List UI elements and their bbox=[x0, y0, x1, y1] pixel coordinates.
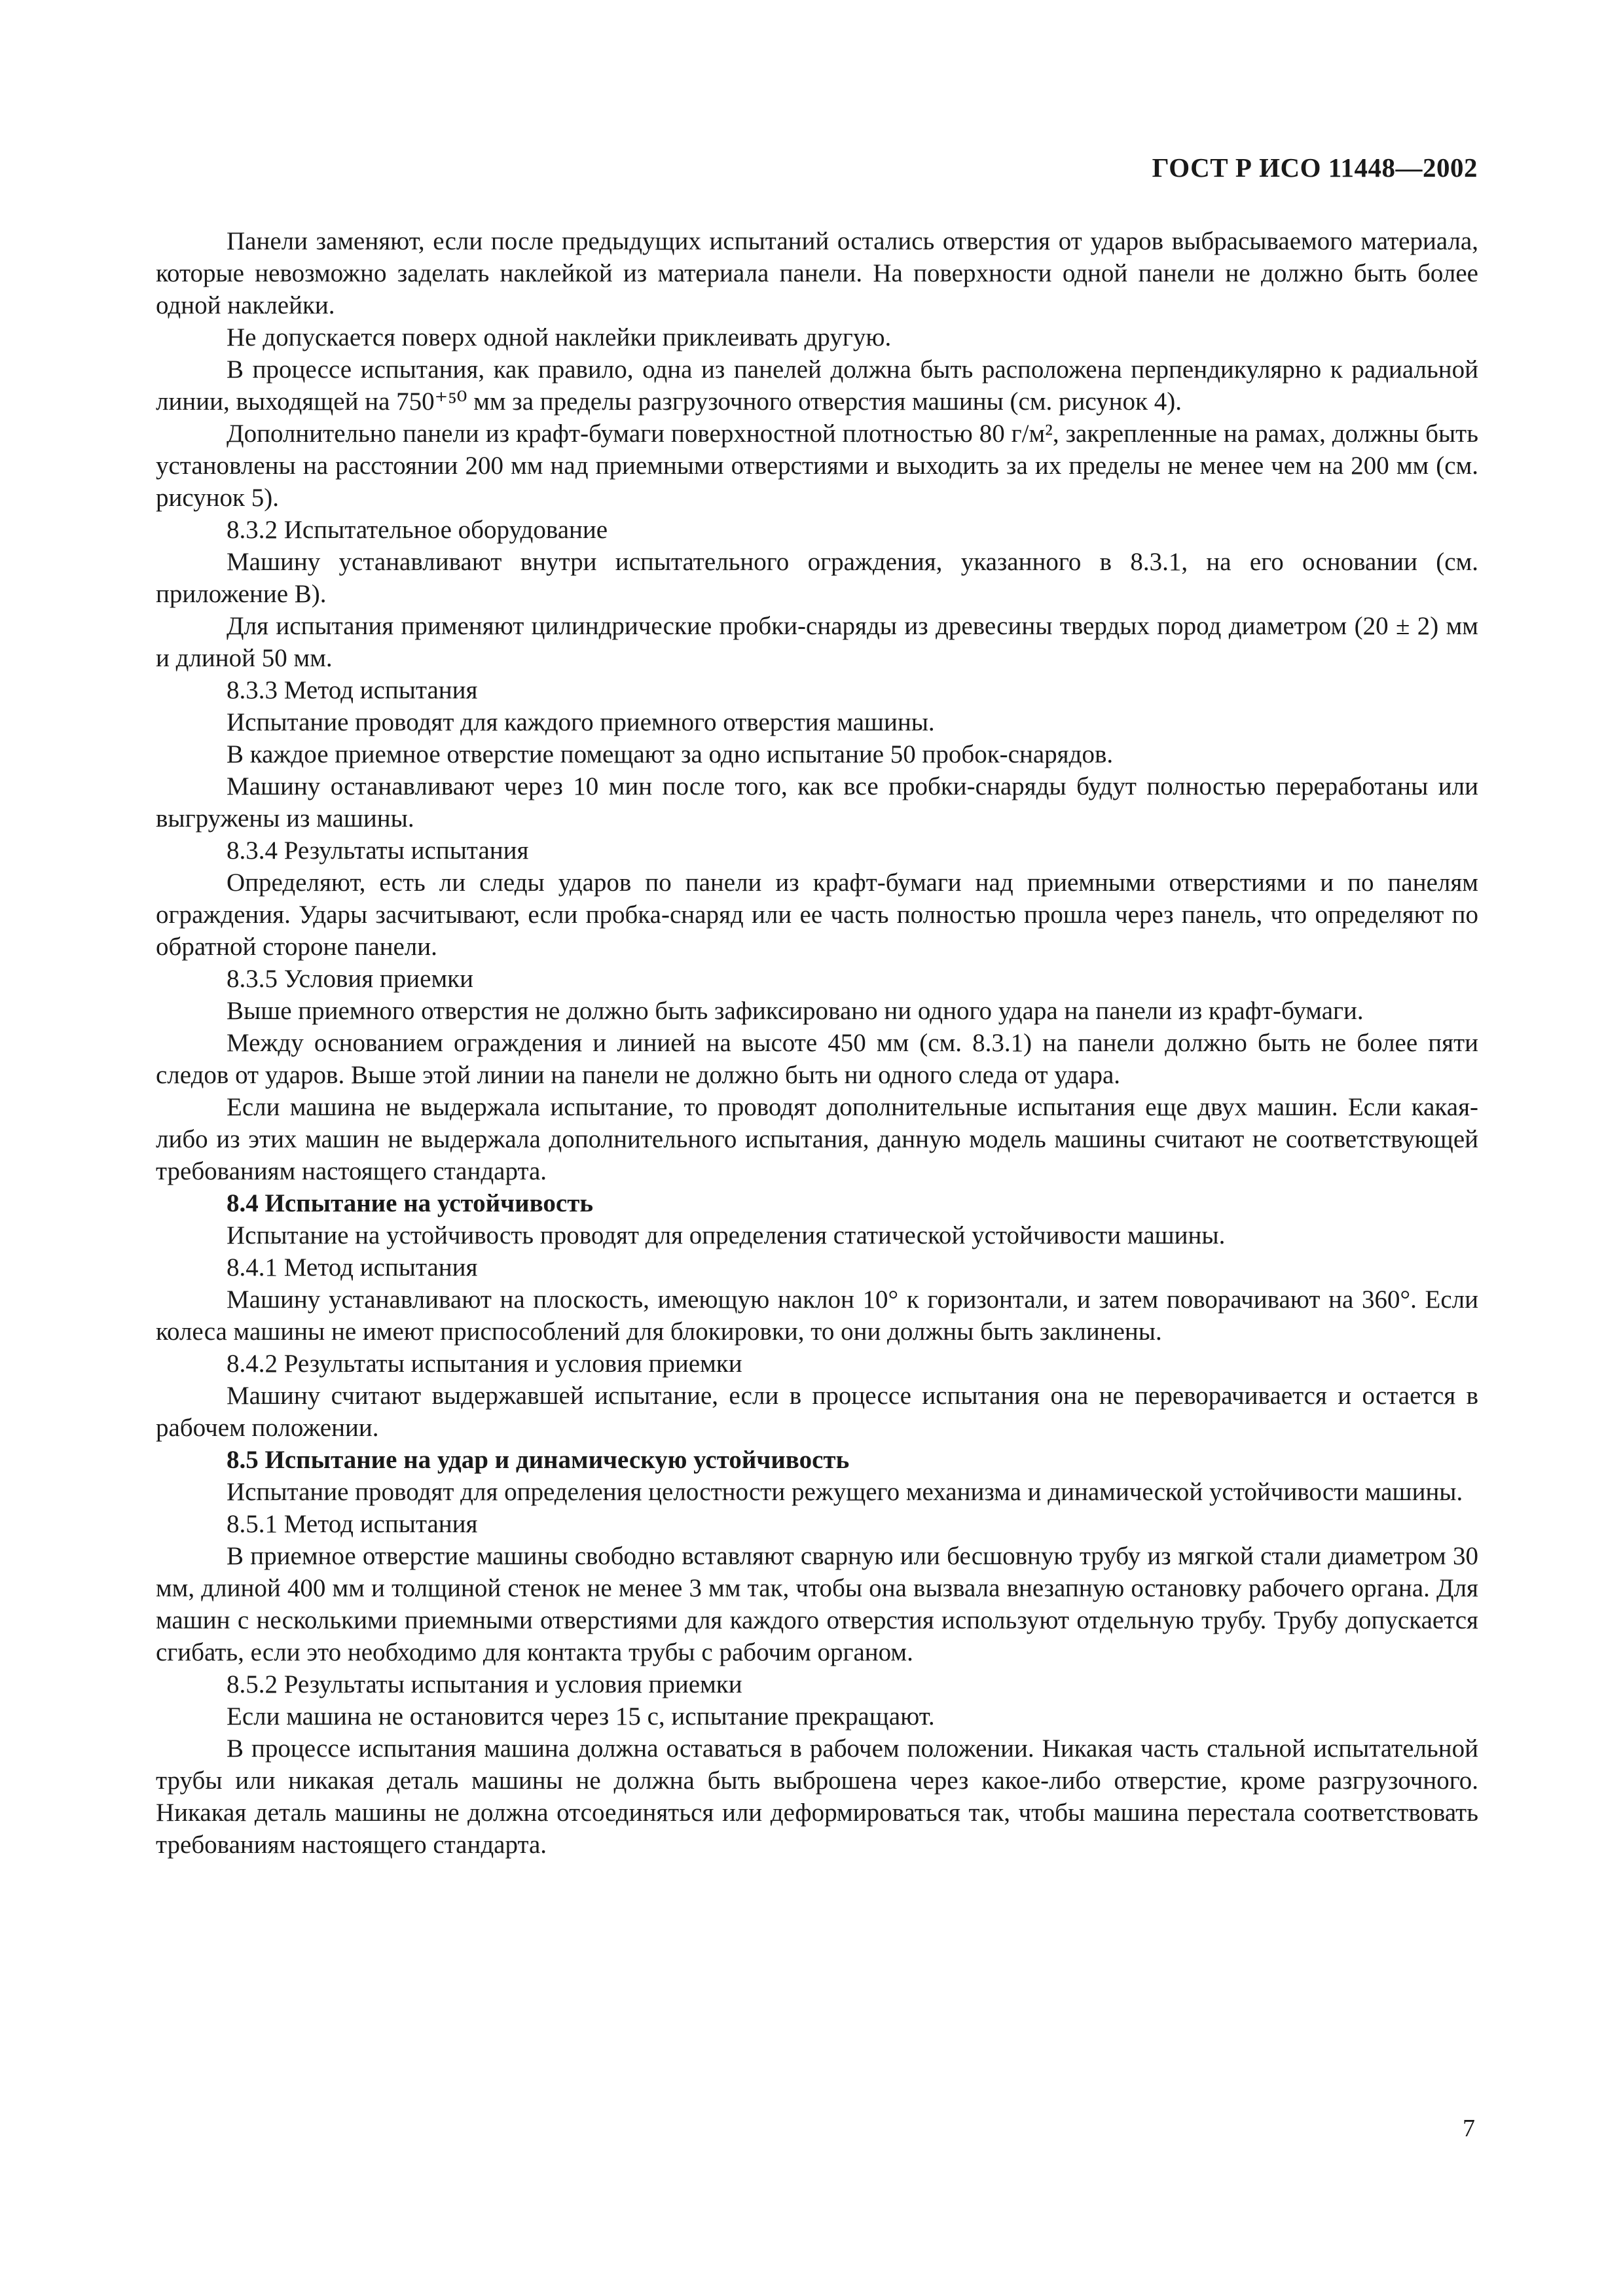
body-paragraph: Выше приемного отверстия не должно быть зафиксировано ни одного удара на панели из крафт-бумаги. bbox=[227, 997, 1364, 1025]
body-paragraph: Если машина не остановится через 15 с, испытание прекращают. bbox=[227, 1702, 935, 1731]
body-paragraph: 8.4.2 Результаты испытания и условия приемки bbox=[227, 1350, 742, 1378]
body-paragraph: Не допускается поверх одной наклейки приклеивать другую. bbox=[227, 323, 892, 351]
body-paragraph: Машину устанавливают внутри испытательного ограждения, указанного в 8.3.1, на его основании (см. приложение В). bbox=[156, 548, 1478, 608]
body-paragraph: В процессе испытания машина должна оставаться в рабочем положении. Никакая часть стальной испытательной трубы или никакая деталь машины не должна быть выброшена через какое-либо отверстие, кроме разгрузочного. Никакая деталь машины не должна отсоединяться или деформироваться так, чтобы машина перестала соответствовать требованиям настоящего стандарта. bbox=[156, 1734, 1478, 1859]
body-paragraph: Машину устанавливают на плоскость, имеющую наклон 10° к горизонтали, и затем поворачивают на 360°. Если колеса машины не имеют приспособлений для блокировки, то они должны быть заклинены. bbox=[156, 1285, 1478, 1346]
body-paragraph: Панели заменяют, если после предыдущих испытаний остались отверстия от ударов выбрасываемого материала, которые невозможно заделать наклейкой из материала панели. На поверхности одной панели не должно быть более одной наклейки. bbox=[156, 227, 1478, 319]
body-paragraph: В приемное отверстие машины свободно вставляют сварную или бесшовную трубу из мягкой стали диаметром 30 мм, длиной 400 мм и толщиной стенок не менее 3 мм так, чтобы она вызвала внезапную остановку рабочего органа. Для машин с несколькими приемными отверстиями для каждого отверстия используют отдельную трубу. Трубу допускается сгибать, если это необходимо для контакта трубы с рабочим органом. bbox=[156, 1542, 1478, 1666]
body-paragraph: В процессе испытания, как правило, одна из панелей должна быть расположена перпендикулярно к радиальной линии, выходящей на 750⁺⁵⁰ мм за пределы разгрузочного отверстия машины (см. рисунок 4). bbox=[156, 355, 1478, 416]
body-paragraph: Дополнительно панели из крафт-бумаги поверхностной плотностью 80 г/м², закрепленные на рамах, должны быть установлены на расстоянии 200 мм над приемными отверстиями и выходить за их пределы не менее чем на 200 мм (см. рисунок 5). bbox=[156, 420, 1478, 512]
section-heading: 8.4 Испытание на устойчивость bbox=[227, 1189, 593, 1217]
body-paragraph: 8.5.1 Метод испытания bbox=[227, 1510, 478, 1538]
body-paragraph: Испытание на устойчивость проводят для определения статической устойчивости машины. bbox=[227, 1221, 1226, 1249]
body-paragraph: 8.3.5 Условия приемки bbox=[227, 965, 473, 993]
page-number: 7 bbox=[1463, 2115, 1475, 2142]
standard-designation: ГОСТ Р ИСО 11448—2002 bbox=[1152, 152, 1478, 183]
body-paragraph: Испытание проводят для определения целостности режущего механизма и динамической устойчивости машины. bbox=[227, 1478, 1463, 1506]
body-paragraph: В каждое приемное отверстие помещают за одно испытание 50 пробок-снарядов. bbox=[227, 740, 1114, 768]
body-paragraph: Для испытания применяют цилиндрические пробки-снаряды из древесины твердых пород диаметром (20 ± 2) мм и длиной 50 мм. bbox=[156, 612, 1478, 672]
body-paragraph: 8.3.4 Результаты испытания bbox=[227, 836, 529, 865]
body-paragraph: Между основанием ограждения и линией на высоте 450 мм (см. 8.3.1) на панели должно быть не более пяти следов от ударов. Выше этой линии на панели не должно быть ни одного следа от удара. bbox=[156, 1029, 1478, 1089]
body-paragraph: Машину считают выдержавшей испытание, если в процессе испытания она не переворачивается и остается в рабочем положении. bbox=[156, 1382, 1478, 1442]
body-paragraph: 8.5.2 Результаты испытания и условия приемки bbox=[227, 1670, 742, 1698]
body-paragraph: Определяют, есть ли следы ударов по панели из крафт-бумаги над приемными отверстиями и по панелям ограждения. Удары засчитывают, если пробка-снаряд или ее часть полностью прошла через панель, что определяют по обратной стороне панели. bbox=[156, 869, 1478, 961]
body-paragraph: Испытание проводят для каждого приемного отверстия машины. bbox=[227, 708, 935, 736]
document-body bbox=[156, 225, 1478, 1861]
body-paragraph: 8.4.1 Метод испытания bbox=[227, 1253, 478, 1282]
section-heading: 8.5 Испытание на удар и динамическую устойчивость bbox=[227, 1446, 850, 1474]
body-paragraph: 8.3.2 Испытательное оборудование bbox=[227, 516, 608, 544]
body-paragraph: Машину останавливают через 10 мин после того, как все пробки-снаряды будут полностью переработаны или выгружены из машины. bbox=[156, 772, 1478, 833]
body-paragraph: 8.3.3 Метод испытания bbox=[227, 676, 478, 704]
body-paragraph: Если машина не выдержала испытание, то проводят дополнительные испытания еще двух машин. Если какая-либо из этих машин не выдержала дополнительного испытания, данную модель машины считают не соответствующей требованиям настоящего стандарта. bbox=[156, 1093, 1478, 1185]
